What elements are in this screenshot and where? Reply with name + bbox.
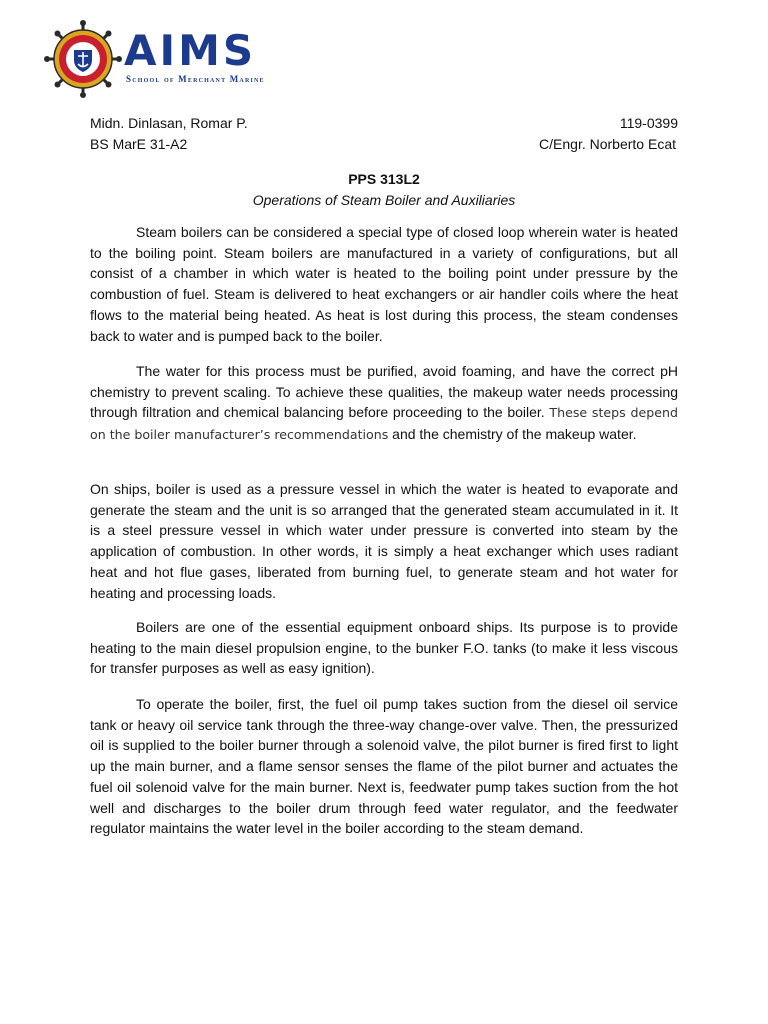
logo-subtitle: School of Merchant Marine [126,74,265,84]
paragraph-4: Boilers are one of the essential equipment onboard ships. Its purpose is to provide heating to the main diesel propulsion engine, to the bunker F.O. tanks (to make it less viscous for transfer purposes as well as easy ignition). [90,619,678,677]
student-name: Midn. Dinlasan, Romar P. [90,115,248,131]
logo-title: AIMS [124,26,257,75]
paragraph-2 [90,361,678,446]
aims-logo [44,20,294,98]
student-id: 119-0399 [619,115,678,131]
document-title: PPS 313L2 [348,171,420,187]
paragraph-2-part-1: The water for this process must be purified, avoid foaming, and have the correct pH chemistry to prevent scaling. To achieve these qualities, the makeup water needs processing through filtration and chemical balancing before proceeding to the boiler. [90,363,678,421]
document-subtitle: Operations of Steam Boiler and Auxiliaries [252,192,516,208]
paragraph-5: To operate the boiler, first, the fuel oil pump takes suction from the diesel oil service tank or heavy oil service tank through the three-way change-over valve. Then, the pressurized oil is supplied to the boiler burner through a solenoid valve, the pilot burner is fired first to light up the main burner, and a flame sensor senses the flame of the pilot burner and actuates the fuel oil solenoid valve for the main burner. Next is, feedwater pump takes suction from the hot well and discharges to the boiler drum through feed water regulator, and the feedwater regulator maintains the water level in the boiler according to the steam demand. [90,696,678,837]
paragraph-2-part-3: and the chemistry of the makeup water. [388,426,637,443]
ships-wheel-seal-icon [44,20,122,98]
section: BS MarE 31-A2 [90,136,188,152]
paragraph-2-highlight: These steps depend on the boiler manufacturer’s recommendations [90,405,678,443]
paragraph-1: Steam boilers can be considered a special type of closed loop wherein water is heated to the boiling point. Steam boilers are manufactured in a variety of configurations, but all consist of a chamber in which water is heated to the boiling point under pressure by the combustion of fuel. Steam is delivered to heat exchangers or air handler coils where the heat flows to the material being heated. As heat is lost during this process, the steam condenses back to water and is pumped back to the boiler. [90,224,678,344]
paragraph-3: On ships, boiler is used as a pressure vessel in which the water is heated to evaporate and generate the steam and the unit is so arranged that the generated steam accumulated in it. It is a steel pressure vessel in which water under pressure is converted into steam by the application of combustion. In other words, it is simply a heat exchanger which uses radiant heat and hot flue gases, liberated from burning fuel, to generate steam and hot water for heating and processing loads. [90,481,678,601]
instructor: C/Engr. Norberto Ecat [539,136,676,152]
